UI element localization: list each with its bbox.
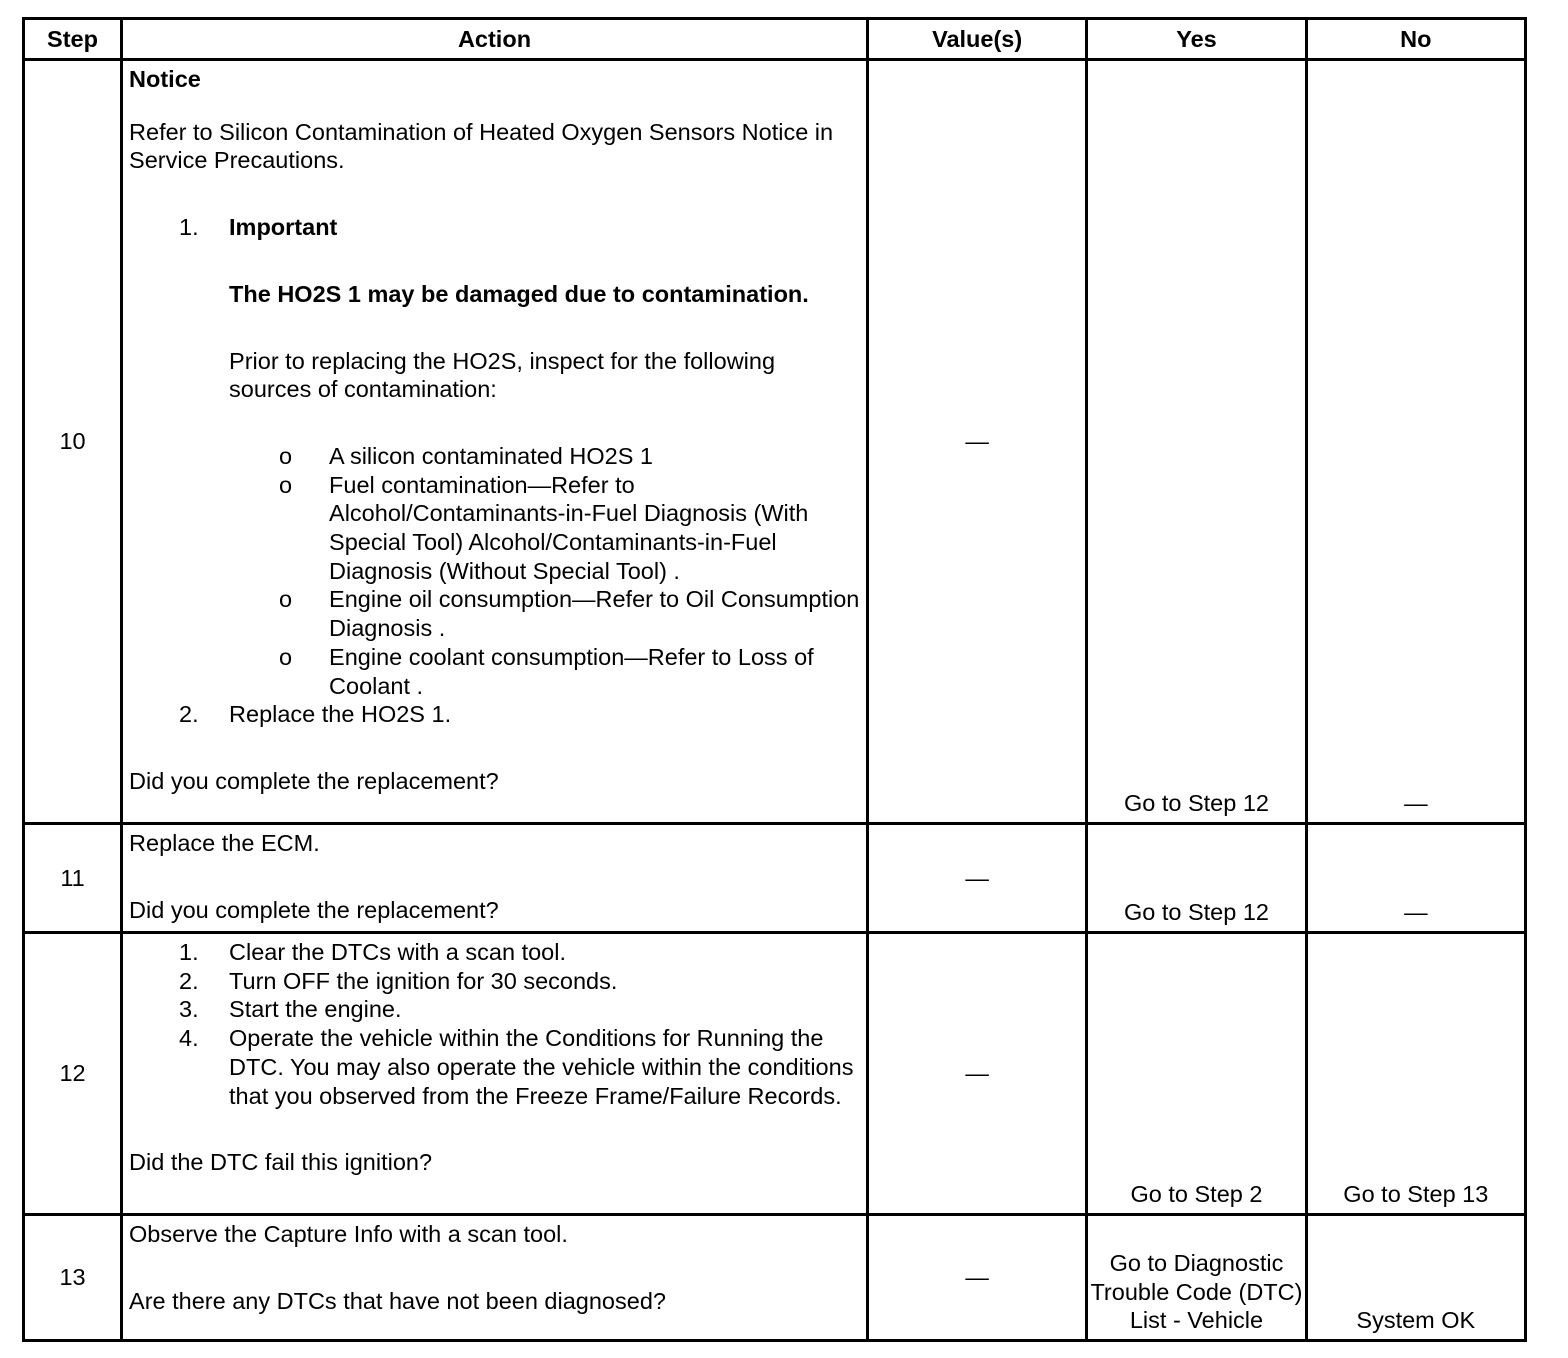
important-warning: The HO2S 1 may be damaged due to contamination. [229, 280, 809, 307]
question-text: Did you complete the replacement? [129, 896, 499, 923]
procedure-list [129, 213, 860, 729]
question-text: Are there any DTCs that have not been diagnosed? [129, 1287, 666, 1314]
list-item: o Fuel contamination—Refer to Alcohol/Contaminants-in-Fuel Diagnosis (With Special Tool) Alcohol/Contaminants-in-Fuel Diagnosis (Without Special Tool) . [279, 471, 809, 584]
header-no: No [1306, 19, 1525, 60]
list-item: 2. Turn OFF the ignition for 30 seconds. [179, 967, 618, 994]
no-cell: System OK [1306, 1215, 1525, 1341]
step-number: 13 [24, 1215, 122, 1341]
header-step: Step [24, 19, 122, 60]
list-item: 3. Start the engine. [179, 996, 402, 1023]
no-cell: — [1306, 60, 1525, 824]
header-row [24, 19, 1526, 60]
yes-cell: Go to Step 12 [1087, 60, 1306, 824]
action-cell [122, 824, 868, 933]
step-number: 12 [24, 933, 122, 1215]
header-action: Action [122, 19, 868, 60]
action-text: Replace the ECM. [129, 830, 320, 856]
notice-text: Refer to Silicon Contamination of Heated Oxygen Sensors Notice in Service Precautions. [129, 118, 834, 174]
important-title: Important [229, 214, 338, 241]
table-row [24, 1215, 1526, 1341]
no-cell: — [1306, 824, 1525, 933]
table-row [24, 933, 1526, 1215]
yes-cell: Go to Step 12 [1087, 824, 1306, 933]
list-item: o A silicon contaminated HO2S 1 [279, 442, 653, 469]
yes-cell: Go to Diagnostic Trouble Code (DTC) List - Vehicle [1087, 1215, 1306, 1341]
value-cell: — [867, 1215, 1086, 1341]
header-values: Value(s) [867, 19, 1086, 60]
bullet-marker: o [279, 586, 293, 613]
action-cell [122, 1215, 868, 1341]
bullet-marker: o [279, 643, 293, 670]
value-cell: — [867, 60, 1086, 824]
header-yes: Yes [1087, 19, 1306, 60]
bullet-marker: o [279, 442, 293, 469]
value-cell: — [867, 933, 1086, 1215]
bullet-marker: o [279, 471, 293, 498]
notice-title: Notice [129, 66, 201, 92]
list-item: 2. Replace the HO2S 1. [179, 701, 452, 728]
no-cell: Go to Step 13 [1306, 933, 1525, 1215]
question-text: Did the DTC fail this ignition? [129, 1149, 433, 1176]
action-cell [122, 933, 868, 1215]
question-text: Did you complete the replacement? [129, 767, 499, 794]
list-item: o Engine oil consumption—Refer to Oil Consumption Diagnosis . [279, 586, 860, 642]
procedure-list [129, 938, 860, 1110]
table-row [24, 60, 1526, 824]
action-cell [122, 60, 868, 824]
contamination-list [229, 442, 860, 700]
step-number: 10 [24, 60, 122, 824]
step-number: 11 [24, 824, 122, 933]
diagnostic-table [22, 17, 1527, 1342]
list-item: 1. Clear the DTCs with a scan tool. [179, 939, 566, 965]
list-item: 4. Operate the vehicle within the Conditions for Running the DTC. You may also operate the vehicle within the conditions that you observed from the Freeze Frame/Failure Records. [179, 1025, 854, 1109]
list-item: o Engine coolant consumption—Refer to Loss of Coolant . [279, 643, 814, 699]
item-number: 2. [179, 701, 199, 728]
yes-cell: Go to Step 2 [1087, 933, 1306, 1215]
item-number: 1. [179, 214, 199, 241]
list-item [129, 213, 860, 700]
important-text: Prior to replacing the HO2S, inspect for the following sources of contamination: [229, 347, 776, 403]
table-row [24, 824, 1526, 933]
value-cell: — [867, 824, 1086, 933]
action-text: Observe the Capture Info with a scan tool. [129, 1221, 568, 1247]
